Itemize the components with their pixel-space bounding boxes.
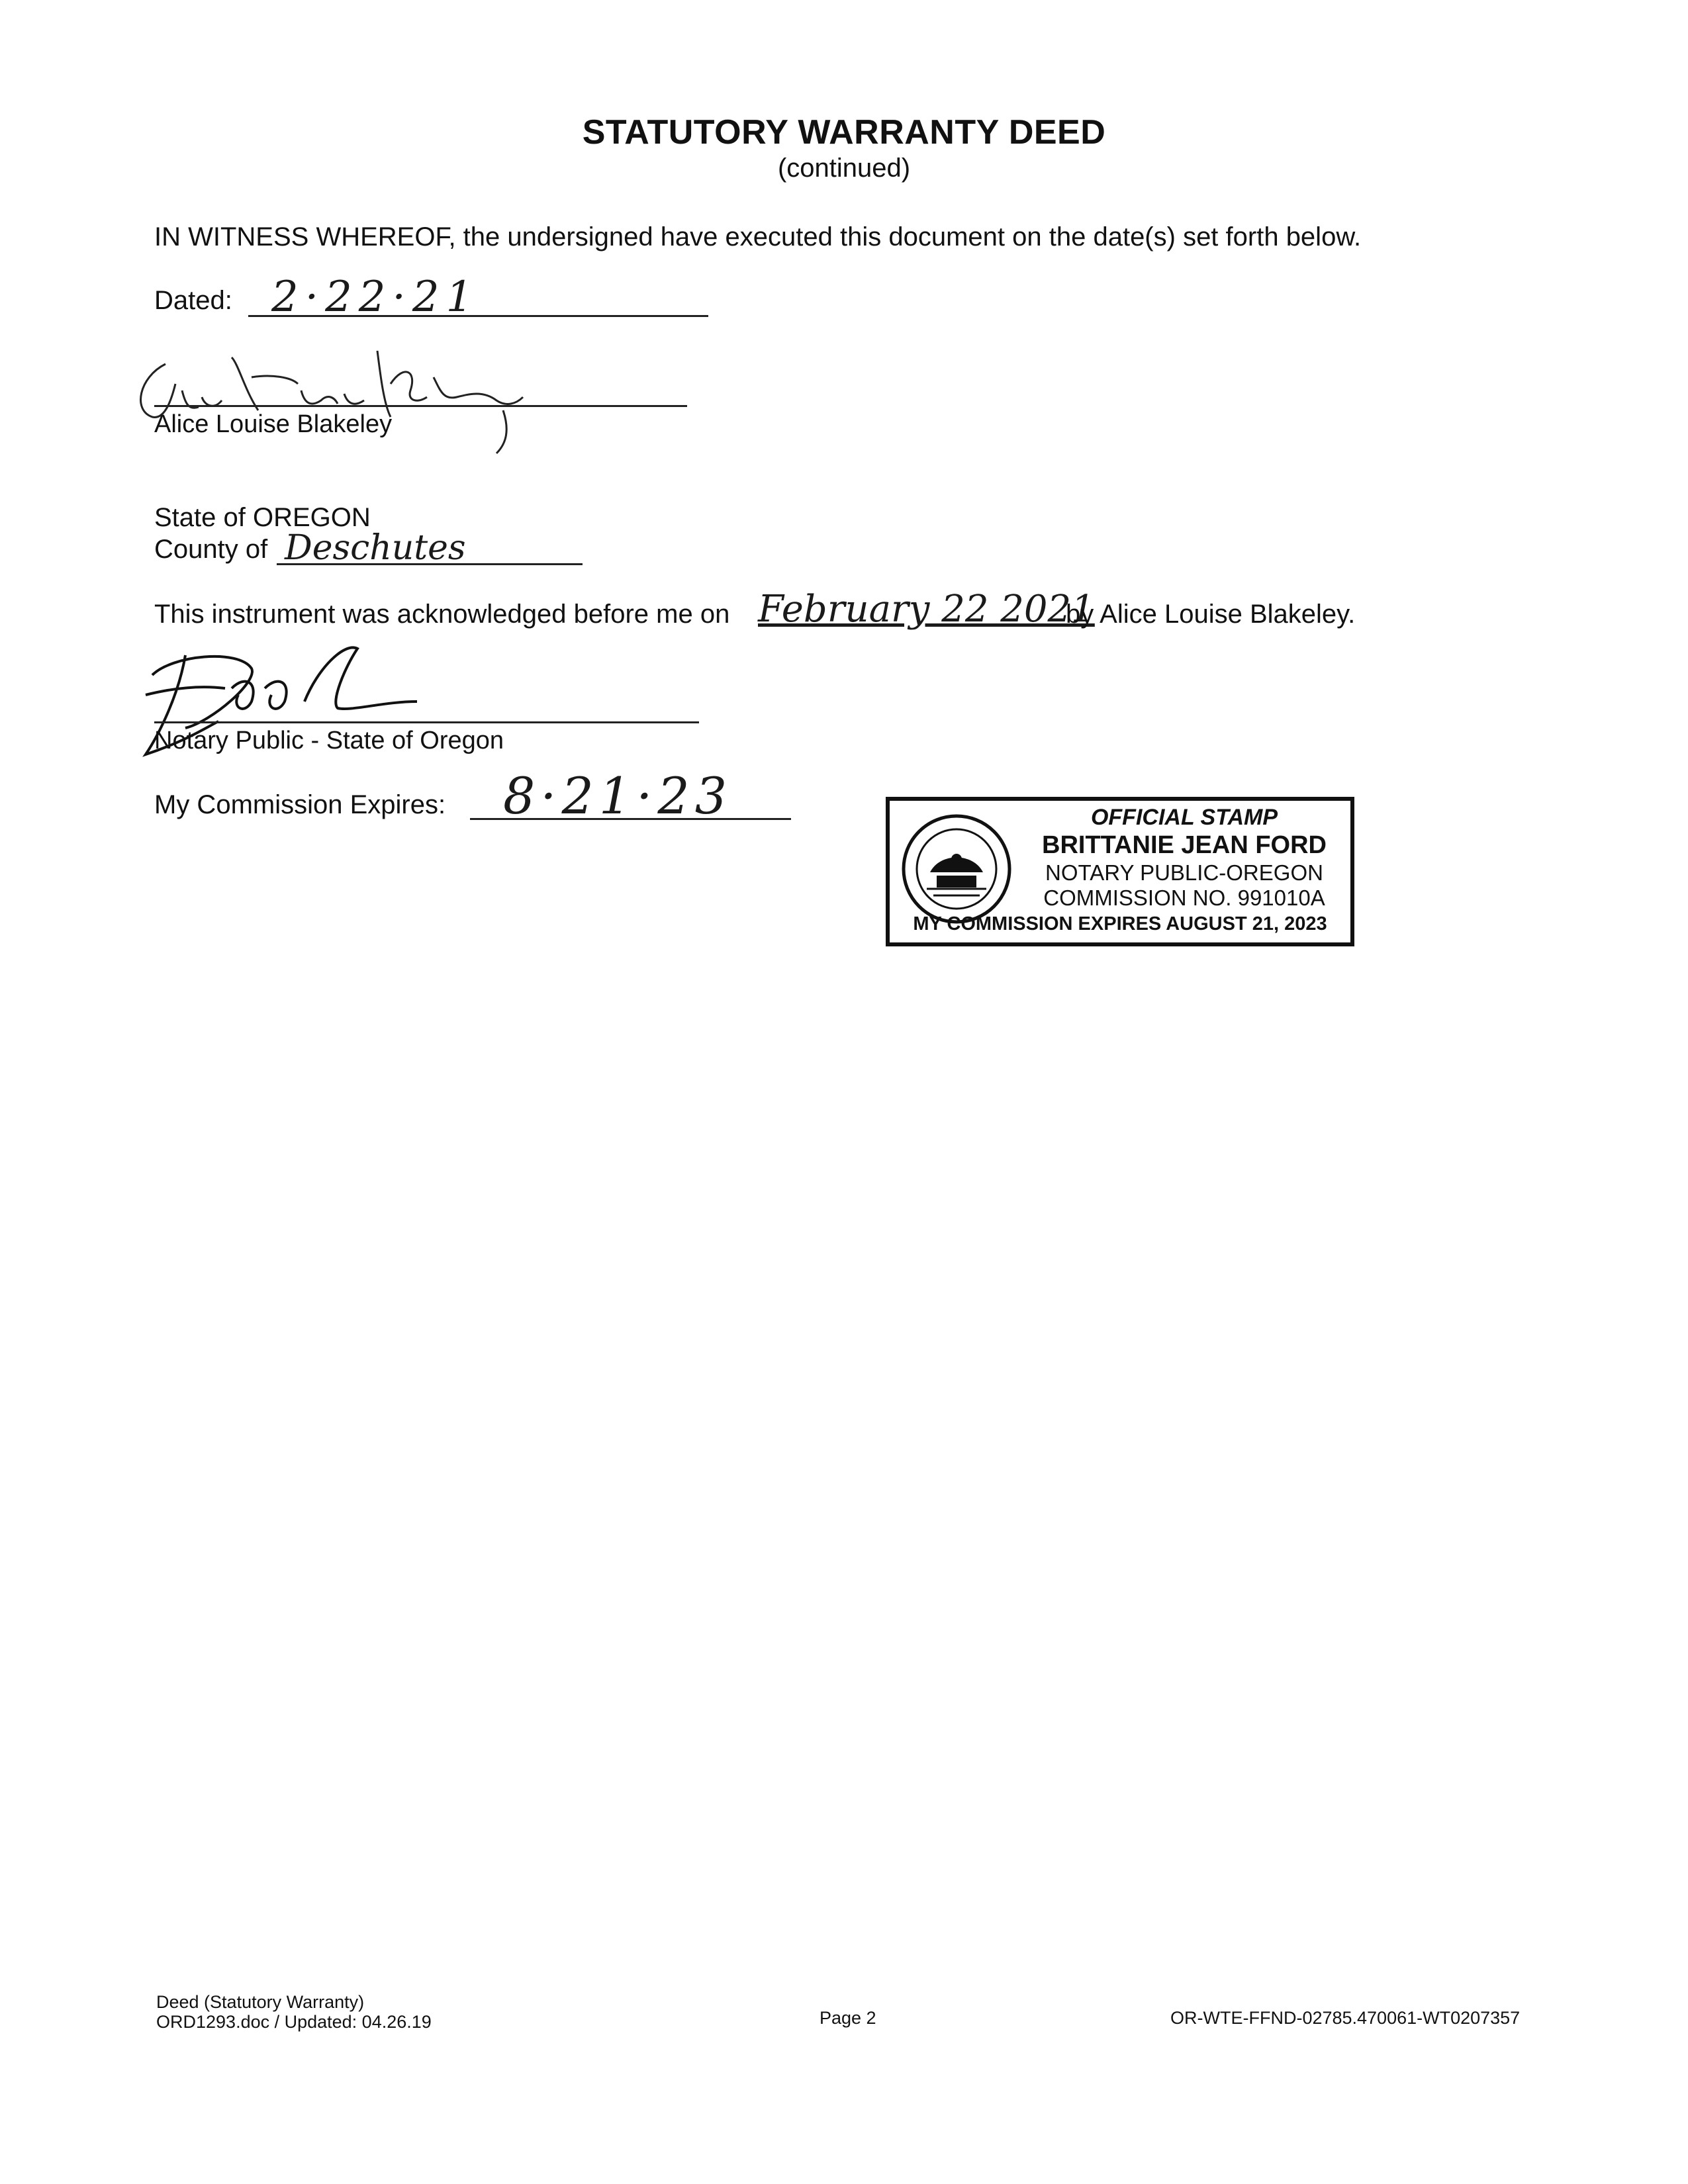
dated-label: Dated: [154, 286, 232, 315]
document-subtitle: (continued) [777, 154, 911, 183]
ack-handwritten-date: February 22 2021 [758, 588, 1095, 631]
commission-handwritten-value: 8·21·23 [503, 766, 733, 825]
commission-label: My Commission Expires: [154, 790, 446, 819]
notary-label: Notary Public - State of Oregon [154, 727, 504, 754]
official-notary-stamp [886, 797, 1354, 946]
stamp-expiration: MY COMMISSION EXPIRES AUGUST 21, 2023 [913, 913, 1327, 934]
dated-handwritten-value: 2·22·21 [271, 273, 480, 322]
notary-signature-line [154, 721, 699, 723]
footer-form-name: Deed (Statutory Warranty) [156, 1992, 365, 2012]
stamp-notary-name: BRITTANIE JEAN FORD [1042, 831, 1327, 859]
ack-prefix: This instrument was acknowledged before me on [154, 600, 730, 629]
oregon-state-seal-icon [900, 813, 1013, 925]
state-line: State of OREGON [154, 503, 371, 532]
signer-name: Alice Louise Blakeley [154, 410, 393, 438]
county-label: County of [154, 535, 268, 564]
grantor-signature-line [154, 405, 687, 407]
footer-page-number: Page 2 [820, 2008, 876, 2028]
ack-suffix: by Alice Louise Blakeley. [1066, 600, 1356, 629]
footer-order-number: OR-WTE-FFND-02785.470061-WT0207357 [1170, 2008, 1521, 2028]
document-title: STATUTORY WARRANTY DEED [582, 113, 1106, 152]
stamp-heading: OFFICIAL STAMP [1090, 805, 1278, 830]
witness-clause: IN WITNESS WHEREOF, the undersigned have executed this document on the date(s) set forth below. [154, 222, 1362, 251]
grantor-signature [126, 338, 563, 457]
footer-form-code: ORD1293.doc / Updated: 04.26.19 [156, 2012, 432, 2032]
stamp-title: NOTARY PUBLIC-OREGON [1045, 860, 1323, 885]
county-handwritten-value: Deschutes [285, 528, 466, 568]
stamp-commission-number: COMMISSION NO. 991010A [1043, 886, 1325, 910]
